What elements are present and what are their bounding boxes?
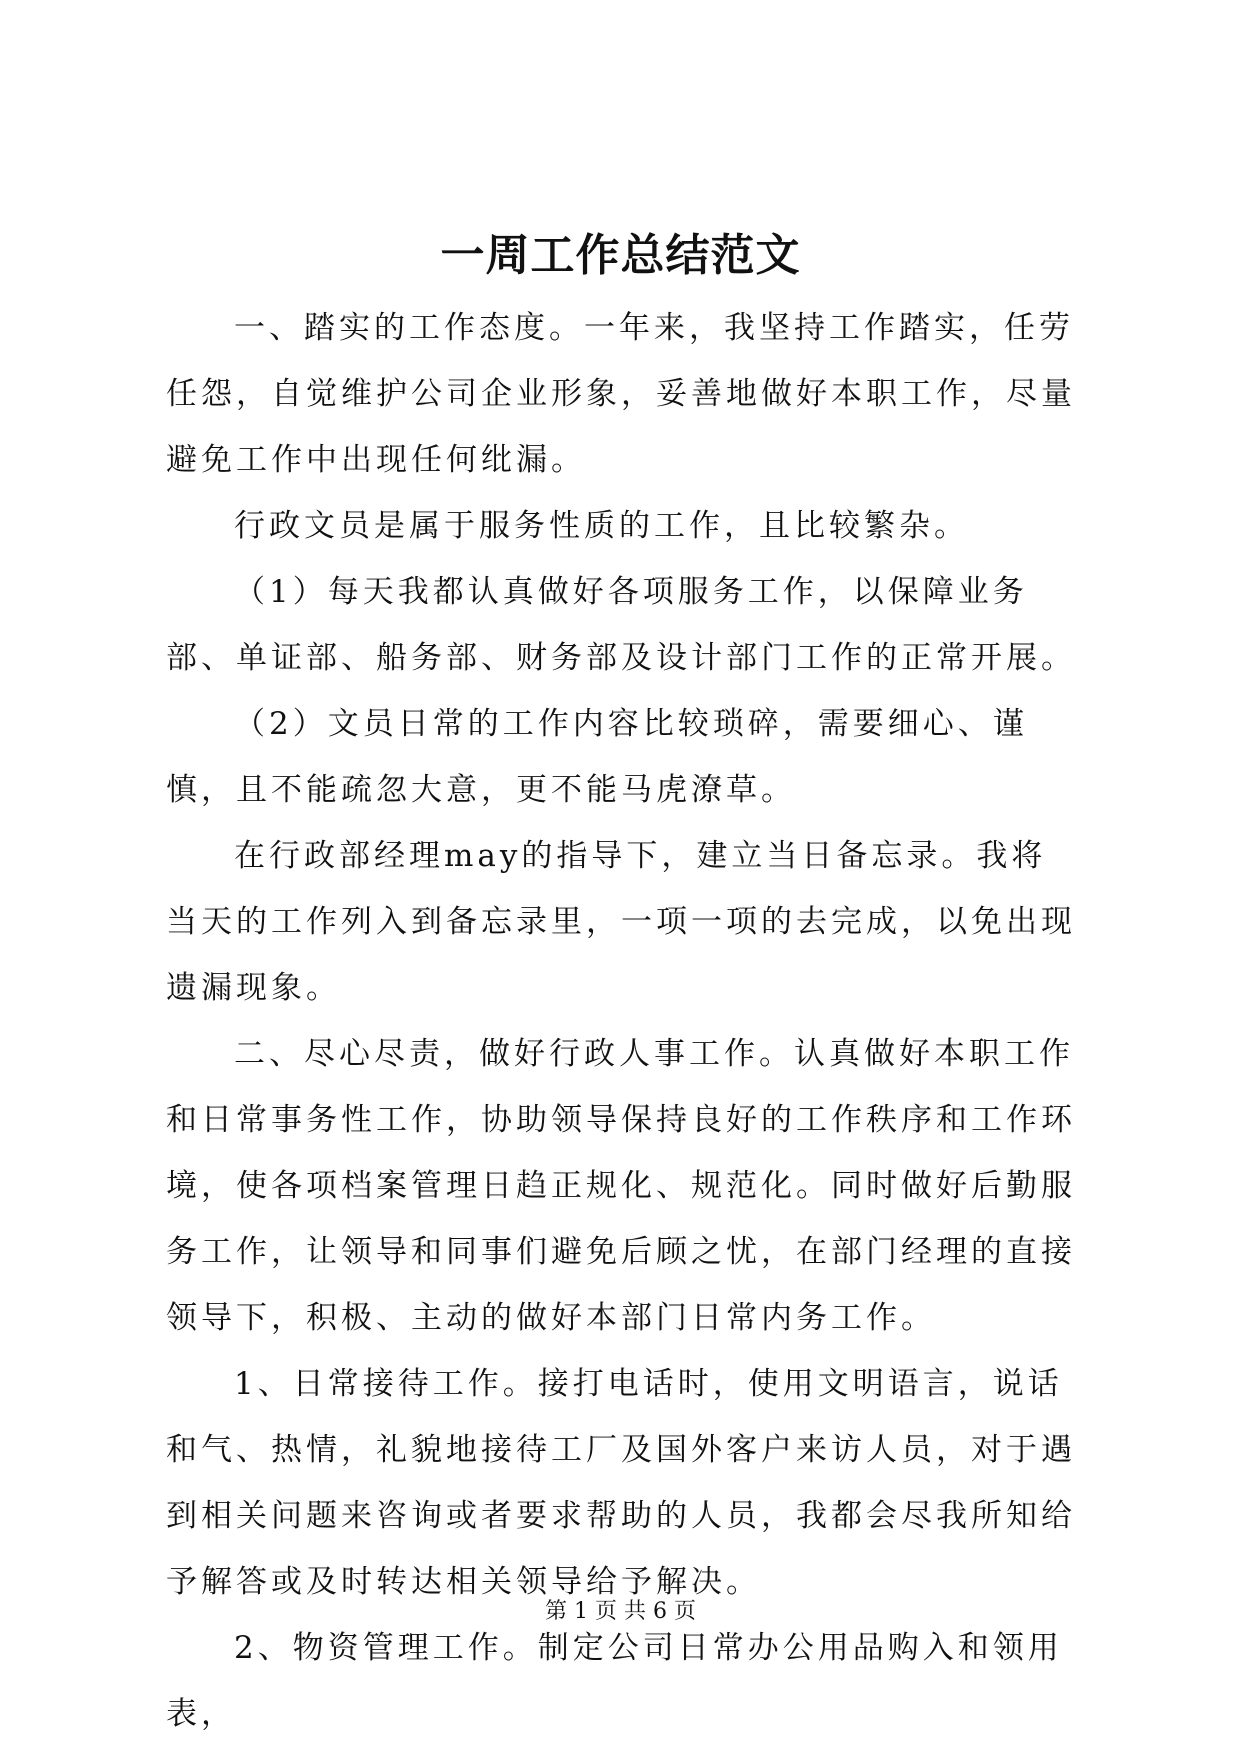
- paragraph: 行政文员是属于服务性质的工作，且比较繁杂。: [234, 508, 969, 544]
- paragraph: （1）每天我都认真做好各项服务工作，以保障业务部、单证部、船务部、财务部及设计部门工作的正常开展。: [166, 574, 1076, 676]
- document-body: [166, 295, 1081, 1747]
- paragraph: 在行政部经理may的指导下，建立当日备忘录。我将当天的工作列入到备忘录里，一项一项的去完成，以免出现遗漏现象。: [166, 838, 1076, 1006]
- paragraph: 二、尽心尽责，做好行政人事工作。认真做好本职工作和日常事务性工作，协助领导保持良好的工作秩序和工作环境，使各项档案管理日趋正规化、规范化。同时做好后勤服务工作，让领导和同事们避免后顾之忧，在部门经理的直接领导下，积极、主动的做好本部门日常内务工作。: [166, 1036, 1076, 1336]
- page-footer: 第 1 页 共 6 页: [545, 1599, 696, 1624]
- paragraph: 2、物资管理工作。制定公司日常办公用品购入和领用表，: [166, 1630, 1063, 1732]
- paragraph: （2）文员日常的工作内容比较琐碎，需要细心、谨慎，且不能疏忽大意，更不能马虎潦草。: [166, 706, 1028, 808]
- document-title: 一周工作总结范文: [440, 230, 801, 281]
- paragraph: 一、踏实的工作态度。一年来，我坚持工作踏实，任劳任怨，自觉维护公司企业形象，妥善地做好本职工作，尽量避免工作中出现任何纰漏。: [166, 310, 1076, 478]
- paragraph: 1、日常接待工作。接打电话时，使用文明语言，说话和气、热情，礼貌地接待工厂及国外客户来访人员，对于遇到相关问题来咨询或者要求帮助的人员，我都会尽我所知给予解答或及时转达相关领导给予解决。: [166, 1366, 1076, 1600]
